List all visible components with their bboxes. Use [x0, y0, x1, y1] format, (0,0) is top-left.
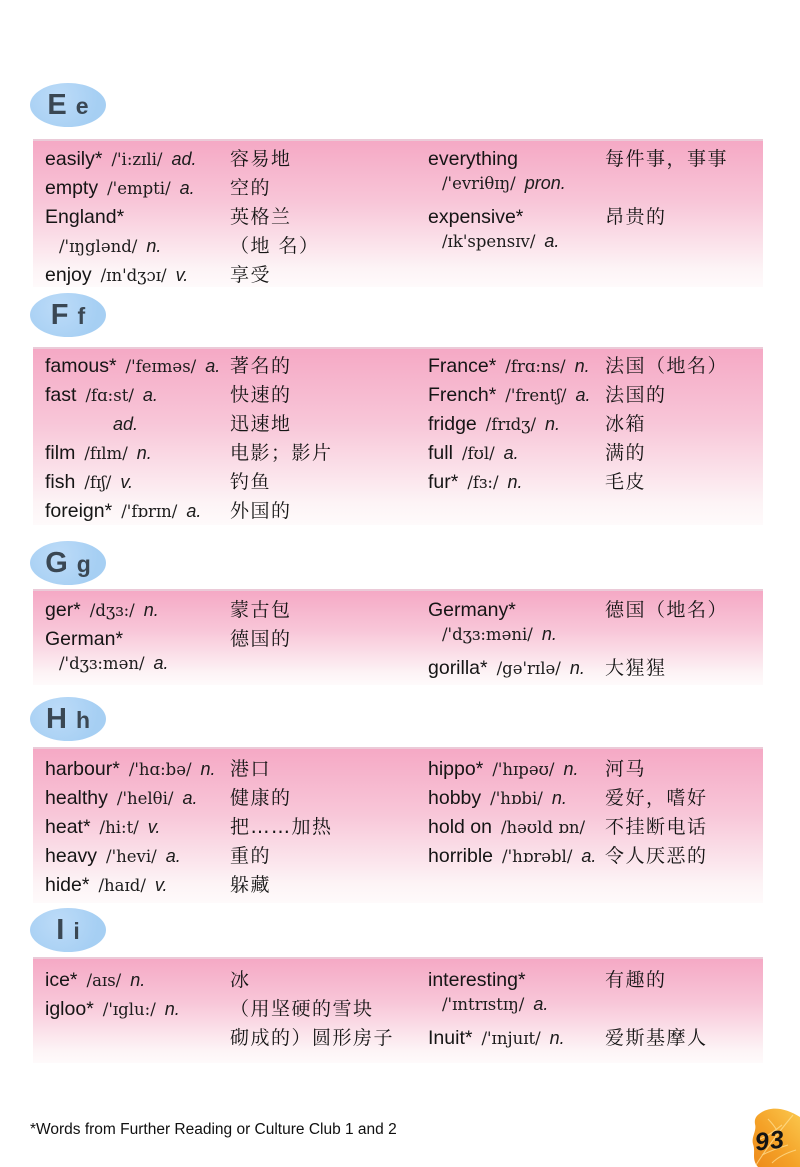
- entry-phonetic: /frɪdʒ/: [485, 415, 537, 434]
- entry-word: France*: [428, 355, 497, 377]
- entry-translation: 爱斯基摩人: [605, 1027, 708, 1049]
- entry-phonetic: /'hevi/: [106, 847, 157, 866]
- entry-english: [428, 413, 605, 436]
- entry-part-of-speech: a.: [182, 788, 198, 808]
- entries-column-left: [33, 754, 416, 903]
- entry-part-of-speech: a.: [165, 846, 181, 866]
- entry-translation: 砌成的）圆形房子: [230, 1027, 395, 1049]
- section-badge-e: [30, 83, 106, 127]
- section-letter-lowercase: i: [73, 918, 80, 944]
- entry-english: [428, 384, 605, 407]
- entry-part-of-speech: n.: [549, 1028, 565, 1048]
- entry-english: [428, 206, 605, 229]
- section-letter-uppercase: H: [45, 702, 67, 735]
- entry-english: [45, 758, 230, 781]
- entry-english: [428, 148, 605, 171]
- dict-entry: [428, 438, 763, 467]
- entry-english: [45, 816, 230, 839]
- dict-entry: [45, 380, 416, 409]
- section-panel-g: [33, 589, 763, 685]
- entry-word: film: [45, 442, 76, 464]
- entry-part-of-speech: a.: [153, 653, 169, 673]
- entry-part-of-speech: n.: [563, 759, 579, 779]
- dict-entry: [45, 467, 416, 496]
- entry-translation: 满的: [605, 442, 647, 464]
- entry-translation: 有趣的: [605, 969, 667, 991]
- dict-entry: [45, 173, 416, 202]
- entry-english: [428, 845, 605, 868]
- entry-english: [428, 787, 605, 810]
- entry-part-of-speech: v.: [154, 875, 168, 895]
- entry-translation: 不挂断电话: [605, 816, 708, 838]
- entry-part-of-speech: a.: [544, 231, 560, 251]
- entry-word: everything: [428, 148, 518, 170]
- dict-entry: [45, 231, 416, 260]
- entry-phonetic: /'fɒrɪn/: [121, 502, 178, 521]
- entry-translation: 德国（地名）: [605, 599, 729, 621]
- entry-translation: 快速的: [230, 384, 292, 406]
- entry-word: ice*: [45, 969, 78, 991]
- entry-english: [45, 845, 230, 868]
- entry-translation: 冰箱: [605, 413, 647, 435]
- dict-entry: [45, 653, 416, 682]
- entry-word: fur*: [428, 471, 459, 493]
- entry-translation: 容易地: [230, 148, 292, 170]
- dict-entry: [428, 144, 763, 173]
- entry-english: [428, 994, 605, 1015]
- page-number: 93: [753, 1125, 787, 1157]
- entry-word: healthy: [45, 787, 108, 809]
- dict-entry: [428, 624, 763, 653]
- entry-translation: 著名的: [230, 355, 292, 377]
- dict-entry: [45, 595, 416, 624]
- entry-english: [428, 657, 605, 680]
- section-panel-f: [33, 347, 763, 525]
- entry-word: harbour*: [45, 758, 120, 780]
- entry-translation: 健康的: [230, 787, 292, 809]
- entry-part-of-speech: a.: [581, 846, 597, 866]
- dict-entry: [428, 409, 763, 438]
- entry-phonetic: /'feɪməs/: [125, 357, 197, 376]
- entry-translation: 冰: [230, 969, 251, 991]
- entry-english: [428, 758, 605, 781]
- entry-word: gorilla*: [428, 657, 488, 679]
- entry-translation: 享受: [230, 264, 272, 286]
- entry-phonetic: /ɪn'dʒɔɪ/: [100, 266, 167, 285]
- entry-word: hippo*: [428, 758, 484, 780]
- section-letter-uppercase: G: [45, 546, 68, 579]
- entry-english: [45, 236, 230, 257]
- entry-part-of-speech: n.: [574, 356, 590, 376]
- dict-entry: [45, 144, 416, 173]
- dict-entry: [45, 841, 416, 870]
- entry-part-of-speech: a.: [575, 385, 591, 405]
- entry-translation: 德国的: [230, 628, 292, 650]
- entry-phonetic: /'ɪntrɪstɪŋ/: [442, 995, 525, 1014]
- entry-english: [45, 384, 230, 407]
- entry-word: foreign*: [45, 500, 113, 522]
- entry-phonetic: /gə'rɪlə/: [496, 659, 561, 678]
- entry-word: expensive*: [428, 206, 524, 228]
- entry-english: [45, 969, 230, 992]
- dict-entry: [428, 994, 763, 1023]
- dict-entry: [428, 812, 763, 841]
- dict-entry: [45, 754, 416, 783]
- entry-part-of-speech: a.: [186, 501, 202, 521]
- entries-column-right: [416, 754, 763, 903]
- entry-english: [45, 355, 230, 378]
- dict-entry: [45, 409, 416, 438]
- entry-word: Inuit*: [428, 1027, 473, 1049]
- entry-english: [428, 442, 605, 465]
- entry-word: England*: [45, 206, 125, 228]
- section-letter-lowercase: e: [75, 93, 89, 119]
- entry-phonetic: /'empti/: [107, 179, 171, 198]
- entry-translation: 重的: [230, 845, 272, 867]
- section-badge-f: [30, 293, 106, 337]
- entry-word: igloo*: [45, 998, 94, 1020]
- entry-phonetic: /hi:t/: [99, 818, 139, 837]
- section-letter-uppercase: E: [47, 88, 67, 121]
- entry-word: heat*: [45, 816, 91, 838]
- entry-phonetic: /haɪd/: [98, 876, 146, 895]
- entry-phonetic: /'ɪnjuɪt/: [481, 1029, 541, 1048]
- entry-phonetic: /fɜ:/: [467, 473, 499, 492]
- entry-english: [45, 177, 230, 200]
- dict-entry: [428, 595, 763, 624]
- entry-translation: 蒙古包: [230, 599, 292, 621]
- dict-entry: [428, 380, 763, 409]
- entry-translation: 英格兰: [230, 206, 292, 228]
- entry-translation: 把……加热: [230, 816, 333, 838]
- entry-part-of-speech: n.: [545, 414, 561, 434]
- entry-part-of-speech: ad.: [113, 414, 139, 434]
- entry-part-of-speech: n.: [130, 970, 146, 990]
- entry-phonetic: /'frentʃ/: [505, 386, 567, 405]
- entry-translation: 电影；影片: [230, 442, 333, 464]
- entry-translation: （用坚硬的雪块: [230, 998, 374, 1020]
- entry-english: [428, 355, 605, 378]
- entry-part-of-speech: n.: [164, 999, 180, 1019]
- dict-entry: [45, 496, 416, 525]
- entry-english: [45, 148, 230, 171]
- entry-phonetic: /'hɒbi/: [490, 789, 543, 808]
- section-panel-e: [33, 139, 763, 287]
- entry-word: enjoy: [45, 264, 92, 286]
- entry-part-of-speech: n.: [541, 624, 557, 644]
- dict-entry: [45, 438, 416, 467]
- entry-english: [428, 231, 605, 252]
- entry-english: [45, 599, 230, 622]
- dict-entry: [428, 467, 763, 496]
- entry-english: [45, 500, 230, 523]
- entry-part-of-speech: n.: [551, 788, 567, 808]
- section-panel-h: [33, 747, 763, 903]
- entry-part-of-speech: a.: [503, 443, 519, 463]
- entry-english: [45, 998, 230, 1021]
- entry-phonetic: /fʊl/: [461, 444, 495, 463]
- entry-phonetic: /fɑ:st/: [85, 386, 134, 405]
- section-letter-uppercase: F: [50, 298, 69, 331]
- entry-translation: 法国（地名）: [605, 355, 729, 377]
- entry-translation: 令人厌恶的: [605, 845, 708, 867]
- section-letter-uppercase: I: [56, 913, 65, 946]
- entry-word: horrible: [428, 845, 494, 867]
- entry-phonetic: /dʒɜ:/: [89, 601, 135, 620]
- entry-phonetic: /'evriθɪŋ/: [442, 174, 516, 193]
- entry-phonetic: /fɪʃ/: [84, 473, 112, 492]
- dict-entry: [428, 754, 763, 783]
- entry-phonetic: /'hɑ:bə/: [128, 760, 192, 779]
- entry-translation: 外国的: [230, 500, 292, 522]
- entry-part-of-speech: v.: [120, 472, 134, 492]
- entry-word: fish: [45, 471, 76, 493]
- entry-phonetic: /'hɪpəʊ/: [492, 760, 555, 779]
- dict-entry: [45, 812, 416, 841]
- entries-column-left: [33, 965, 416, 1063]
- entry-part-of-speech: a.: [142, 385, 158, 405]
- entry-translation: 法国的: [605, 384, 667, 406]
- entry-word: hide*: [45, 874, 90, 896]
- footnote: *Words from Further Reading or Culture Club 1 and 2: [30, 1121, 397, 1138]
- entries-column-right: [416, 595, 763, 685]
- entry-part-of-speech: a.: [205, 356, 221, 376]
- section-panel-i: [33, 957, 763, 1063]
- dict-entry: [428, 965, 763, 994]
- entry-english: [45, 653, 230, 674]
- dict-entry: [428, 231, 763, 260]
- entry-word: ger*: [45, 599, 81, 621]
- entry-translation: 大猩猩: [605, 657, 667, 679]
- entry-word: Germany*: [428, 599, 516, 621]
- dict-entry: [428, 783, 763, 812]
- entry-english: [428, 816, 605, 839]
- entry-word: heavy: [45, 845, 98, 867]
- entry-phonetic: /ɪk'spensɪv/: [442, 232, 536, 251]
- entry-english: [428, 624, 605, 645]
- entry-phonetic: /'hɒrəbl/: [502, 847, 573, 866]
- dict-entry: [428, 841, 763, 870]
- entry-word: fast: [45, 384, 77, 406]
- entry-english: [45, 414, 230, 435]
- dict-entry: [45, 351, 416, 380]
- page-number-leaf: [748, 1105, 800, 1167]
- entry-english: [428, 969, 605, 992]
- entry-part-of-speech: a.: [533, 994, 549, 1014]
- entry-english: [428, 1027, 605, 1050]
- section-badge-g: [30, 541, 106, 585]
- entry-word: German*: [45, 628, 124, 650]
- entry-translation: 昂贵的: [605, 206, 667, 228]
- entry-english: [45, 628, 230, 651]
- entry-word: hobby: [428, 787, 482, 809]
- entry-part-of-speech: v.: [175, 265, 189, 285]
- entry-phonetic: /frɑ:ns/: [505, 357, 566, 376]
- entries-column-right: [416, 144, 763, 287]
- entry-translation: 每件事，事事: [605, 148, 729, 170]
- entry-translation: 毛皮: [605, 471, 647, 493]
- entry-english: [45, 442, 230, 465]
- dict-entry: [428, 202, 763, 231]
- entry-phonetic: /həʊld ɒn/: [500, 818, 585, 837]
- entry-word: easily*: [45, 148, 103, 170]
- entry-word: full: [428, 442, 453, 464]
- entries-column-left: [33, 595, 416, 685]
- entry-english: [45, 264, 230, 287]
- dict-entry: [45, 260, 416, 289]
- entry-word: fridge: [428, 413, 477, 435]
- dict-entry: [45, 870, 416, 899]
- entries-column-left: [33, 144, 416, 287]
- section-letter-lowercase: h: [75, 707, 90, 733]
- dict-entry: [428, 653, 763, 682]
- section-badge-i: [30, 908, 106, 952]
- dict-entry: [45, 965, 416, 994]
- entry-phonetic: /'i:zɪli/: [111, 150, 163, 169]
- entry-word: interesting*: [428, 969, 526, 991]
- dict-entry: [428, 173, 763, 202]
- entry-part-of-speech: a.: [179, 178, 195, 198]
- entry-phonetic: /fɪlm/: [84, 444, 128, 463]
- entry-english: [45, 874, 230, 897]
- entry-english: [45, 471, 230, 494]
- entry-part-of-speech: n.: [507, 472, 523, 492]
- dict-entry: [45, 1023, 416, 1052]
- entry-translation: 躲藏: [230, 874, 272, 896]
- entry-english: [428, 599, 605, 622]
- dict-entry: [45, 783, 416, 812]
- entries-column-right: [416, 351, 763, 525]
- entry-english: [45, 787, 230, 810]
- entry-phonetic: /'ɪglu:/: [102, 1000, 156, 1019]
- entry-translation: 迅速地: [230, 413, 292, 435]
- entry-english: [428, 173, 605, 194]
- entry-part-of-speech: n.: [200, 759, 216, 779]
- entry-translation: 港口: [230, 758, 272, 780]
- entry-word: famous*: [45, 355, 117, 377]
- entry-word: hold on: [428, 816, 492, 838]
- entry-part-of-speech: ad.: [171, 149, 197, 169]
- entry-part-of-speech: n.: [136, 443, 152, 463]
- entry-translation: 空的: [230, 177, 272, 199]
- entry-phonetic: /aɪs/: [86, 971, 122, 990]
- entry-phonetic: /'dʒɜ:məni/: [442, 625, 533, 644]
- entry-english: [428, 471, 605, 494]
- entry-word: empty: [45, 177, 99, 199]
- entry-translation: （地 名）: [230, 235, 320, 257]
- entry-translation: 钓鱼: [230, 471, 272, 493]
- section-letter-lowercase: f: [77, 303, 86, 329]
- dict-entry: [45, 994, 416, 1023]
- entry-part-of-speech: n.: [569, 658, 585, 678]
- dict-entry: [45, 624, 416, 653]
- entry-english: [45, 206, 230, 229]
- entry-part-of-speech: v.: [147, 817, 161, 837]
- dict-entry: [45, 202, 416, 231]
- entry-part-of-speech: n.: [146, 236, 162, 256]
- entry-phonetic: /'helθi/: [116, 789, 174, 808]
- entries-column-right: [416, 965, 763, 1063]
- entry-phonetic: /'ɪŋglənd/: [59, 237, 138, 256]
- section-letter-lowercase: g: [76, 551, 91, 577]
- entry-part-of-speech: n.: [143, 600, 159, 620]
- dict-entry: [428, 1023, 763, 1052]
- entry-translation: 爱好，嗜好: [605, 787, 708, 809]
- entries-column-left: [33, 351, 416, 525]
- entry-part-of-speech: pron.: [524, 173, 566, 193]
- entry-translation: 河马: [605, 758, 647, 780]
- entry-word: French*: [428, 384, 497, 406]
- section-badge-h: [30, 697, 106, 741]
- dict-entry: [428, 351, 763, 380]
- entry-phonetic: /'dʒɜ:mən/: [59, 654, 145, 673]
